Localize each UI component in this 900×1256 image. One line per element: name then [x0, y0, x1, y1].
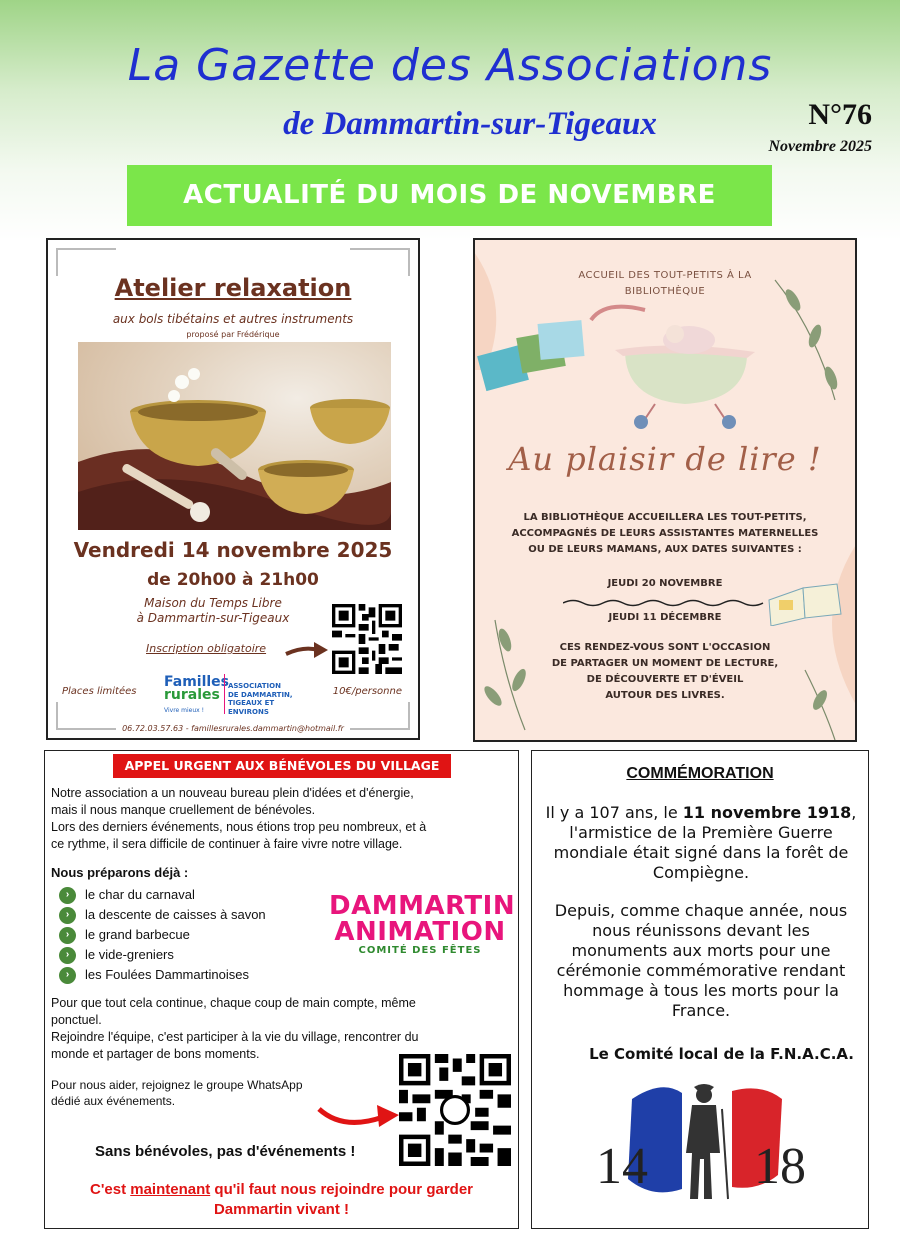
fnaca-signature: Le Comité local de la F.N.A.C.A.	[589, 1045, 854, 1063]
price: 10€/personne	[332, 686, 402, 697]
appeal-text: dédié aux événements.	[51, 1094, 176, 1108]
commemoration-text: l'armistice de la Première Guerre	[569, 823, 833, 842]
gazette-subtitle: de Dammartin-sur-Tigeaux	[283, 106, 657, 142]
commemoration-text: hommage à tous les morts pour la	[563, 981, 839, 1000]
call-to-action: C'est maintenant qu'il faut nous rejoindre pour garder	[89, 1181, 473, 1198]
singing-bowls-photo	[78, 342, 391, 530]
appeal-heading: APPEL URGENT AUX BÉNÉVOLES DU VILLAGE	[113, 754, 451, 778]
commemoration-text: mondiale était signé dans la forêt de	[553, 843, 849, 862]
library-closing-2: DE PARTAGER UN MOMENT DE LECTURE,	[551, 658, 779, 669]
issue-number: N°76	[808, 98, 872, 131]
appeal-text: Notre association a un nouveau bureau plein d'idées et d'énergie,	[51, 786, 414, 800]
commemoration-text: Depuis, comme chaque année, nous	[554, 901, 848, 920]
limited-places: Places limitées	[62, 686, 137, 697]
relaxation-author: proposé par Frédérique	[186, 330, 280, 339]
years-1914-1918: 14 18	[596, 1138, 806, 1195]
gazette-title: La Gazette des Associations	[127, 40, 773, 91]
commemoration-text: monuments aux morts pour une	[571, 941, 831, 960]
familles-rurales-logo	[164, 674, 314, 718]
library-closing-4: AUTOUR DES LIVRES.	[605, 690, 725, 701]
library-text-1: LA BIBLIOTHÈQUE ACCUEILLERA LES TOUT-PETITS,	[523, 512, 807, 523]
month-news-banner: ACTUALITÉ DU MOIS DE NOVEMBRE	[127, 165, 772, 226]
logo-assoc-2: DE DAMMARTIN,	[228, 690, 293, 699]
arrow-right-icon	[284, 640, 330, 660]
appeal-text: monde et partager de bons moments.	[51, 1047, 260, 1061]
commemoration-text: Compiègne.	[652, 863, 750, 882]
stroller-books-illustration	[475, 300, 857, 430]
library-poster	[473, 238, 857, 742]
appeal-text: Rejoindre l'équipe, c'est participer à la vie du village, rencontrer du	[51, 1030, 419, 1044]
logo-name-2: rurales	[164, 687, 220, 703]
commemoration-heading: COMMÉMORATION	[626, 765, 774, 782]
library-closing-3: DE DÉCOUVERTE ET D'ÉVEIL	[586, 674, 744, 685]
list-item: › les Foulées Dammartinoises	[59, 965, 249, 985]
appeal-subheading: Nous préparons déjà :	[51, 865, 189, 880]
library-title: ACCUEIL DES TOUT-PETITS À LA	[578, 270, 752, 281]
whatsapp-qr-code-icon[interactable]	[399, 1053, 511, 1167]
logo-tagline: Vivre mieux !	[164, 707, 204, 714]
appeal-text: mais il nous manque cruellement de bénévoles.	[51, 803, 316, 817]
logo-assoc-3: TIGEAUX ET ENVIRONS	[228, 699, 275, 716]
corner-ornament	[56, 248, 116, 276]
appeal-text: Lors des derniers événements, nous étions trop peu nombreux, et à	[51, 820, 427, 834]
signup-notice: Inscription obligatoire	[146, 642, 267, 655]
commemoration-text: cérémonie commémorative rendant	[556, 961, 846, 980]
appeal-text: ce rythme, il sera difficile de continuer à faire vivre notre village.	[51, 837, 403, 851]
relaxation-place: Maison du Temps Libre	[144, 596, 282, 610]
call-to-action-2: Dammartin vivant !	[213, 1201, 350, 1218]
library-text-2: ACCOMPAGNÉS DE LEURS ASSISTANTES MATERNELLES	[511, 528, 819, 539]
appeal-text: Pour nous aider, rejoignez le groupe WhatsApp	[51, 1078, 303, 1092]
relaxation-date: Vendredi 14 novembre 2025	[73, 538, 393, 562]
logo-assoc-1: ASSOCIATION	[228, 682, 281, 690]
contact-info: 06.72.03.57.63 - famillesrurales.dammartin@hotmail.fr	[122, 724, 344, 733]
check-circle-icon: ›	[59, 927, 76, 944]
appeal-text: Pour que tout cela continue, chaque coup de main compte, même	[51, 996, 416, 1010]
list-item: › le grand barbecue	[59, 925, 190, 945]
library-slogan: Au plaisir de lire !	[508, 440, 822, 478]
list-item: › la descente de caisses à savon	[59, 905, 266, 925]
relaxation-subtitle: aux bols tibétains et autres instruments	[112, 312, 354, 326]
relaxation-place-town: à Dammartin-sur-Tigeaux	[136, 611, 290, 625]
check-circle-icon: ›	[59, 887, 76, 904]
relaxation-title: Atelier relaxation	[114, 274, 352, 302]
appeal-text: ponctuel.	[51, 1013, 102, 1027]
check-circle-icon: ›	[59, 907, 76, 924]
library-closing-1: CES RENDEZ-VOUS SONT L'OCCASION	[559, 642, 771, 653]
list-item: › le char du carnaval	[59, 885, 195, 905]
dammartin-animation-logo: DAMMARTIN ANIMATION COMITÉ DES FÊTES	[329, 891, 516, 956]
open-book-icon	[765, 580, 845, 626]
commemoration-text: Il y a 107 ans, le 11 novembre 1918,	[545, 803, 857, 822]
squiggle-divider-icon	[563, 598, 773, 608]
no-volunteers-no-events: Sans bénévoles, pas d'événements !	[95, 1143, 356, 1160]
commemoration-text: France.	[671, 1001, 731, 1020]
library-date-1: JEUDI 20 NOVEMBRE	[607, 578, 723, 589]
commemoration-text: nous réunissons devant les	[592, 921, 810, 940]
logo-name-1: Familles	[164, 674, 230, 690]
qr-code-icon[interactable]	[330, 604, 404, 674]
check-circle-icon: ›	[59, 967, 76, 984]
library-title-2: BIBLIOTHÈQUE	[624, 286, 706, 297]
library-date-2: JEUDI 11 DÉCEMBRE	[608, 612, 722, 623]
relaxation-time: de 20h00 à 21h00	[147, 570, 319, 590]
volunteer-appeal-box	[44, 750, 519, 1229]
red-arrow-icon	[313, 1091, 403, 1131]
commemoration-box	[531, 750, 869, 1229]
corner-ornament	[350, 248, 410, 276]
check-circle-icon: ›	[59, 947, 76, 964]
library-text-3: OU DE LEURS MAMANS, AUX DATES SUIVANTES :	[528, 544, 802, 555]
issue-date: Novembre 2025	[768, 138, 872, 155]
list-item: › le vide-greniers	[59, 945, 174, 965]
relaxation-poster	[46, 238, 420, 740]
